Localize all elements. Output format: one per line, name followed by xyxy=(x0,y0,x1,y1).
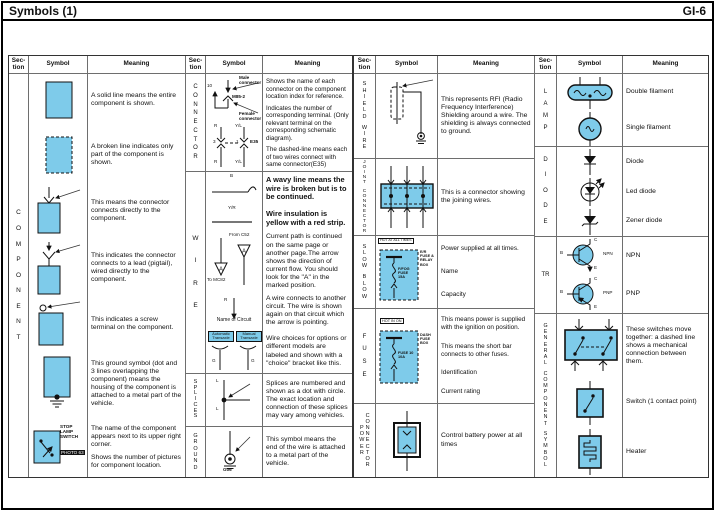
connector-name-label: M85-2 xyxy=(232,93,246,99)
section-label-wire: W I R E xyxy=(186,172,206,373)
current-path-symbol xyxy=(206,232,263,292)
meaning-text: Wire choices for options or different models are labeled and shown with a "choice" bracket like this. xyxy=(266,335,347,367)
section-label-shield-wire: S H I E L D W I R E xyxy=(354,74,376,158)
section-tr xyxy=(535,237,708,314)
meaning-text: Power supplied at all times. xyxy=(441,245,519,253)
meaning-text: This means the connector connects directly to the component. xyxy=(91,198,170,223)
pnp-transistor-symbol xyxy=(557,276,623,313)
column-header-section: Sec- tion xyxy=(9,56,29,73)
table-header-row xyxy=(354,56,534,74)
male-connector-label: Male connector xyxy=(239,74,262,85)
column-header-symbol: Symbol xyxy=(206,56,263,73)
fuse-name-label: F/FOG FUSE 15A xyxy=(398,267,410,280)
fuse-box-label: E/R FUSE & RELAY BOX xyxy=(420,250,434,267)
svg-text:A: A xyxy=(241,249,247,255)
pointer-arrow xyxy=(403,80,433,86)
pointer-arrow xyxy=(56,245,80,252)
section-slow-blow xyxy=(354,236,534,309)
wire-color-label: G xyxy=(212,358,216,363)
section-joint-connector xyxy=(354,159,534,236)
column-header-meaning: Meaning xyxy=(473,60,499,68)
pin-label: C xyxy=(594,276,598,281)
section-power-connector xyxy=(354,404,534,477)
section-label-component: C O M P O N E N T xyxy=(9,74,29,477)
single-filament-lamp-symbol xyxy=(557,111,623,146)
transistor-type-label: PNP xyxy=(603,290,613,295)
meaning-text: A solid line means the entire component is shown. xyxy=(91,91,177,107)
connector-name-symbol xyxy=(206,74,262,123)
insulated-wire-symbol xyxy=(206,206,263,232)
meaning-text: A wire connects to another circuit. The wire is shown again on that circuit which the arrow is pointing. xyxy=(266,294,347,327)
joint-connector-symbol xyxy=(376,159,438,235)
pin-label: E xyxy=(594,304,598,309)
meaning-text: Led diode xyxy=(626,187,656,195)
section-wire xyxy=(186,172,352,374)
page-number: GI-6 xyxy=(682,4,706,18)
wire-color-label: R xyxy=(224,297,228,302)
component-name-label: STOP LAMP SWITCH xyxy=(60,424,79,440)
meaning-text: These switches move together: a dashed line shows a mechanical connection between them. xyxy=(626,325,696,366)
shield-wire-symbol xyxy=(376,74,438,158)
meaning-text: Zener diode xyxy=(626,217,663,225)
meaning-text: A broken line indicates only part of the component is shown. xyxy=(91,142,174,167)
meaning-text: Identification xyxy=(441,369,477,377)
column-header-symbol: Symbol xyxy=(557,56,623,73)
meaning-text: Wire insulation is yellow with a red strip. xyxy=(266,209,346,227)
column-header-symbol: Symbol xyxy=(29,56,88,73)
meaning-text: A wavy line means the wire is broken but is to be continued. xyxy=(266,174,347,202)
fuse-box-label: DASH FUSE BOX xyxy=(420,333,431,346)
hot-condition-label: HOT AT ALL TIMES xyxy=(380,238,412,242)
zener-diode-symbol xyxy=(557,207,623,236)
pin-label: C xyxy=(594,237,598,242)
splice-symbol xyxy=(206,374,263,426)
section-splices xyxy=(186,374,352,427)
wire-color-label: R xyxy=(214,122,218,128)
meaning-text: NPN xyxy=(626,252,641,260)
section-label-tr: TR xyxy=(535,237,557,313)
wire-color-label: G xyxy=(251,358,255,363)
ganged-switches-symbol xyxy=(557,314,623,378)
solid-component-symbol xyxy=(29,74,88,126)
wire-color-label: R xyxy=(214,158,218,164)
column-header-meaning: Meaning xyxy=(652,60,679,68)
female-connector-label: Female connector xyxy=(239,110,262,121)
heater-symbol xyxy=(557,427,623,477)
section-label-general-component-symbol: G E N E R A L C O M P O N E N T S Y M B O L xyxy=(535,314,557,477)
column-header-section: Sec- tion xyxy=(186,56,206,73)
fuse-name-label: FUSE 10 10A xyxy=(398,351,414,360)
meaning-text: Single filament xyxy=(626,124,671,132)
to-label: To MC82 xyxy=(207,277,226,282)
meaning-text: Name xyxy=(441,268,459,276)
broken-wire-symbol xyxy=(206,172,263,206)
meaning-text: This is a connector showing the joining wires. xyxy=(441,188,525,204)
page-title: Symbols (1) xyxy=(9,4,78,18)
meaning-text: Indicates the number of corresponding terminal. (Only relevant terminal on the corresponding schematic diagram). xyxy=(266,104,349,142)
choice-option-label: Automatic Transaxle xyxy=(208,331,234,342)
meaning-text: Double filament xyxy=(626,88,674,96)
meaning-text: This symbol means the end of the wire is attached to a metal part of the vehicle. xyxy=(266,435,346,468)
named-component-symbol xyxy=(29,418,88,477)
meaning-text: Heater xyxy=(626,447,647,455)
wire-color-label: Y/L xyxy=(235,122,242,128)
table-header-row xyxy=(9,56,185,74)
choice-option-label: Manual Transaxle xyxy=(236,331,262,342)
wire-color-label: Y/R xyxy=(228,205,236,210)
section-label-ground: G R O U N D xyxy=(186,427,206,477)
meaning-text: Current path is continued on the same page or another page.The arrow shows the direction of current flow. You should look for the "A" in the marked position. xyxy=(266,233,342,290)
pointer-arrow xyxy=(56,190,80,198)
column-header-meaning: Meaning xyxy=(123,60,150,68)
wire-color-label: L xyxy=(216,406,219,411)
meaning-text: PNP xyxy=(626,290,640,298)
meaning-text: Diode xyxy=(626,157,644,165)
wire-color-label: B xyxy=(230,173,234,178)
direct-connector-symbol xyxy=(29,184,88,238)
connector-symbols xyxy=(206,74,263,171)
from-label: From C52 xyxy=(229,232,250,237)
column-header-section: Sec- tion xyxy=(535,56,557,73)
pin-label: E xyxy=(594,265,598,270)
section-label-diode: D I O D E xyxy=(535,147,557,236)
broken-component-symbol xyxy=(29,126,88,184)
section-lamp xyxy=(535,74,708,147)
connector-name-label: E35 xyxy=(250,138,259,144)
meaning-text: Current rating xyxy=(441,387,481,395)
slow-blow-fuse-symbol xyxy=(376,236,438,308)
svg-text:A: A xyxy=(218,267,224,273)
table-header-row xyxy=(535,56,708,74)
pointer-arrow xyxy=(229,384,250,397)
pointer-arrow xyxy=(236,437,250,451)
section-label-slow-blow: S L O W B L O W xyxy=(354,236,376,308)
meaning-text: Shows the number of pictures for component location. xyxy=(91,453,181,469)
terminal-count-label: 10 xyxy=(207,82,213,88)
double-filament-lamp-symbol xyxy=(557,74,623,111)
column-header-section: Sec- tion xyxy=(354,56,376,73)
circuit-arrow-symbol xyxy=(206,292,263,330)
section-component xyxy=(9,74,185,477)
meaning-text: The dashed-line means each of two wires connect with same connector(E35) xyxy=(266,146,348,169)
choice-bracket-symbol xyxy=(206,330,263,373)
ground-symbol xyxy=(206,427,263,477)
section-label-power-connector: P O W E R C O N N E C T O R xyxy=(354,404,376,477)
meaning-text: This represents RFI (Radio Frequency Interference) Shielding around a wire. The shielding is always connected to ground. xyxy=(441,95,531,136)
wire-color-label: Y/L xyxy=(235,158,242,164)
component-ground-symbol xyxy=(29,350,88,418)
right-symbol-table xyxy=(353,55,709,478)
photo-count-label: PHOTO 63 xyxy=(61,450,84,455)
column-header-meaning: Meaning xyxy=(294,60,321,68)
terminal-number-label: 1 xyxy=(236,138,239,144)
table-header-row xyxy=(186,56,352,74)
npn-transistor-symbol xyxy=(557,237,623,276)
section-label-lamp: L A M P xyxy=(535,74,557,146)
meaning-text: This means power is supplied with the ignition on position. xyxy=(441,316,526,332)
section-fuse xyxy=(354,309,534,404)
led-diode-symbol xyxy=(557,177,623,207)
circuit-name-label: Name of Circuit xyxy=(216,317,252,323)
same-connector-symbol xyxy=(206,123,262,169)
section-label-fuse: F U S E xyxy=(354,309,376,403)
meaning-text: This ground symbol (dot and 3 lines overlapping the component) means the housing of the component is attached to a metal part of the vehicle. xyxy=(91,359,182,408)
meaning-text: The name of the component appears next to its upper right corner. xyxy=(91,425,181,449)
terminal-number-label: 3 xyxy=(213,138,216,144)
pointer-arrow xyxy=(48,302,80,307)
section-ground xyxy=(186,427,352,477)
section-shield-wire xyxy=(354,74,534,159)
column-header-symbol: Symbol xyxy=(376,56,438,73)
single-switch-symbol xyxy=(557,378,623,427)
page-header xyxy=(3,3,712,21)
pin-label: B xyxy=(560,289,564,294)
meaning-text: Splices are numbered and shown as a dot with circle. The exact location and connection of these splices may vary among vehicles. xyxy=(266,379,348,420)
section-general-component-symbol xyxy=(535,314,708,477)
screw-terminal-symbol xyxy=(29,298,88,350)
meaning-text: This indicates the connector connects to a lead (pigtail), wired directly to the component. xyxy=(91,251,176,284)
meaning-text: This indicates a screw terminal on the component. xyxy=(91,315,174,331)
ground-name-label: G06 xyxy=(223,467,232,472)
meaning-text: Switch (1 contact point) xyxy=(626,398,697,406)
pigtail-connector-symbol xyxy=(29,238,88,298)
meaning-text: This means the short bar connects to other fuses. xyxy=(441,342,512,358)
section-diode xyxy=(535,147,708,237)
fuse-symbol xyxy=(376,309,438,403)
power-connector-symbol xyxy=(376,404,438,477)
transistor-type-label: NPN xyxy=(603,251,613,256)
section-label-joint-connector: J O I N T C O N N E C T O R xyxy=(354,159,376,235)
section-connector xyxy=(186,74,352,172)
section-label-connector: C O N N E C T O R xyxy=(186,74,206,171)
meaning-text: Shows the name of each connector on the component location index for reference. xyxy=(266,78,346,101)
section-label-splices: S P L I C E S xyxy=(186,374,206,426)
wire-color-label: L xyxy=(216,378,219,383)
hot-condition-label: HOT IN ON xyxy=(382,319,402,323)
meaning-text: Capacity xyxy=(441,290,466,298)
left-symbol-table xyxy=(8,55,353,478)
meaning-text: Control battery power at all times xyxy=(441,432,523,448)
pin-label: B xyxy=(560,250,564,255)
diode-symbol xyxy=(557,147,623,177)
